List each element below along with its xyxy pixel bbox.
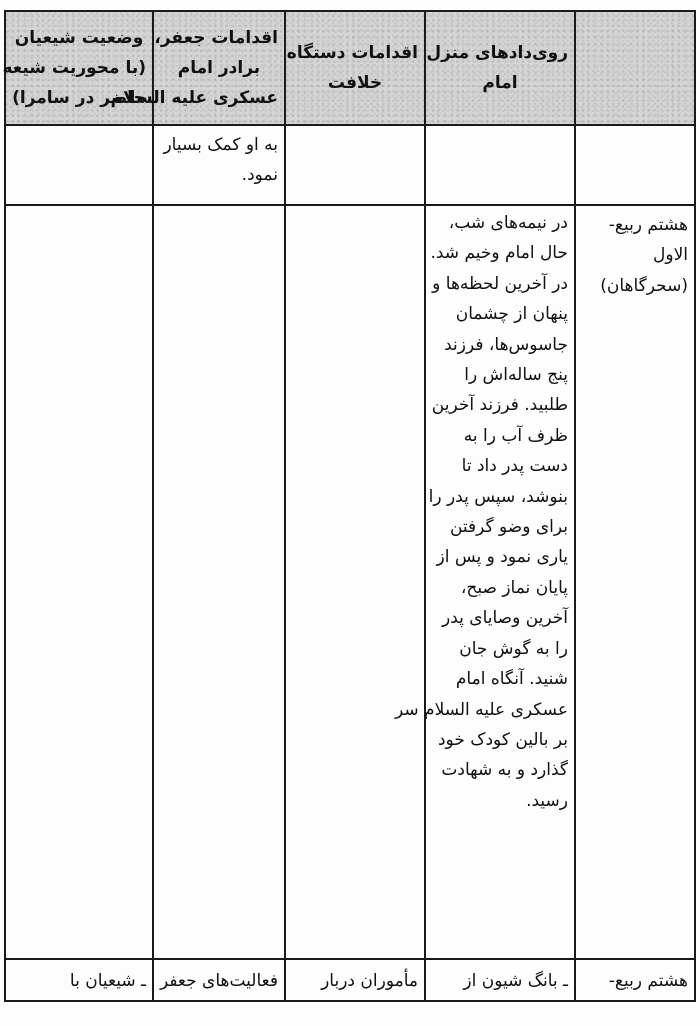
cell-shia bbox=[5, 125, 153, 205]
header-jafar-line: برادر امام bbox=[177, 58, 261, 78]
cell-shia bbox=[5, 959, 153, 1001]
header-events bbox=[425, 11, 575, 125]
cell-line: به او کمک بسیار bbox=[163, 135, 278, 155]
cell-date bbox=[575, 959, 695, 1001]
header-caliphate bbox=[285, 11, 425, 125]
cell-line: رسید. bbox=[526, 790, 568, 811]
table-header-row bbox=[5, 11, 695, 125]
cell-events bbox=[425, 959, 575, 1001]
header-events-line: امام bbox=[482, 73, 518, 93]
cell-caliphate bbox=[285, 125, 425, 205]
cell-line: هشتم ربیع- bbox=[608, 971, 688, 991]
cell-line: گذارد و به شهادت bbox=[441, 760, 568, 781]
cell-jafar bbox=[153, 205, 285, 959]
header-jafar-line: عسکری علیه السلام bbox=[110, 88, 278, 108]
cell-line: عسکری علیه السلام سر bbox=[395, 699, 568, 720]
cell-line: را به گوش جان bbox=[459, 638, 568, 659]
cell-line: در نیمه‌های شب، bbox=[448, 213, 568, 233]
cell-shia bbox=[5, 205, 153, 959]
cell-line: مأموران دربار bbox=[321, 971, 418, 991]
cell-line: الاول bbox=[653, 245, 688, 266]
cell-jafar bbox=[153, 959, 285, 1001]
cell-line: (سحرگاهان) bbox=[600, 275, 688, 296]
cell-line: فعالیت‌های جعفر bbox=[159, 971, 278, 991]
table-row bbox=[5, 125, 695, 205]
cell-events bbox=[395, 205, 575, 959]
header-shia-line: حاضر در سامرا) bbox=[12, 88, 146, 108]
header-caliphate-line: خلافت bbox=[327, 73, 383, 93]
cell-jafar bbox=[153, 125, 285, 205]
cell-line: جاسوس‌ها، فرزند bbox=[444, 334, 568, 355]
cell-caliphate bbox=[285, 959, 425, 1001]
cell-line: بر بالین کودک خود bbox=[437, 729, 568, 750]
table-row bbox=[5, 959, 695, 1001]
header-shia-line: (با محوریت شیعه bbox=[2, 58, 146, 78]
header-events-line: روی‌دادهای منزل bbox=[426, 43, 568, 63]
header-jafar bbox=[110, 11, 285, 125]
header-jafar-line: اقدامات جعفر، bbox=[154, 28, 278, 48]
cell-line: حال امام وخیم شد. bbox=[430, 243, 568, 264]
header-date bbox=[575, 11, 695, 125]
table-row bbox=[5, 205, 695, 959]
cell-line: پنج ساله‌اش را bbox=[464, 365, 568, 386]
cell-caliphate bbox=[285, 205, 425, 959]
header-shia bbox=[2, 11, 153, 125]
cell-line: شنید. آنگاه امام bbox=[455, 669, 568, 690]
cell-line: ـ بانگ شیون از bbox=[463, 971, 568, 991]
cell-line: نمود. bbox=[241, 165, 278, 186]
cell-line: پنهان از چشمان bbox=[455, 304, 568, 325]
cell-line: دست پدر داد تا bbox=[461, 456, 568, 477]
cell-events bbox=[425, 125, 575, 205]
cell-line: ظرف آب را به bbox=[463, 425, 568, 446]
cell-line: پایان نماز صبح، bbox=[460, 577, 568, 598]
cell-date bbox=[575, 205, 695, 959]
cell-line: طلبید. فرزند آخرین bbox=[431, 395, 568, 416]
cell-line: هشتم ربیع- bbox=[608, 215, 688, 235]
cell-line: بنوشد، سپس پدر را bbox=[428, 486, 568, 507]
cell-line: یاری نمود و پس از bbox=[436, 547, 568, 568]
cell-line: آخرین وصایای پدر bbox=[442, 608, 568, 629]
timeline-table bbox=[4, 10, 696, 1002]
cell-line: برای وضو گرفتن bbox=[449, 517, 568, 538]
cell-date bbox=[575, 125, 695, 205]
cell-line: در آخرین لحظه‌ها و bbox=[432, 273, 568, 294]
header-caliphate-line: اقدامات دستگاه bbox=[286, 43, 418, 63]
cell-line: ـ شیعیان با bbox=[69, 971, 146, 991]
header-shia-line: وضعیت شیعیان bbox=[14, 28, 144, 48]
